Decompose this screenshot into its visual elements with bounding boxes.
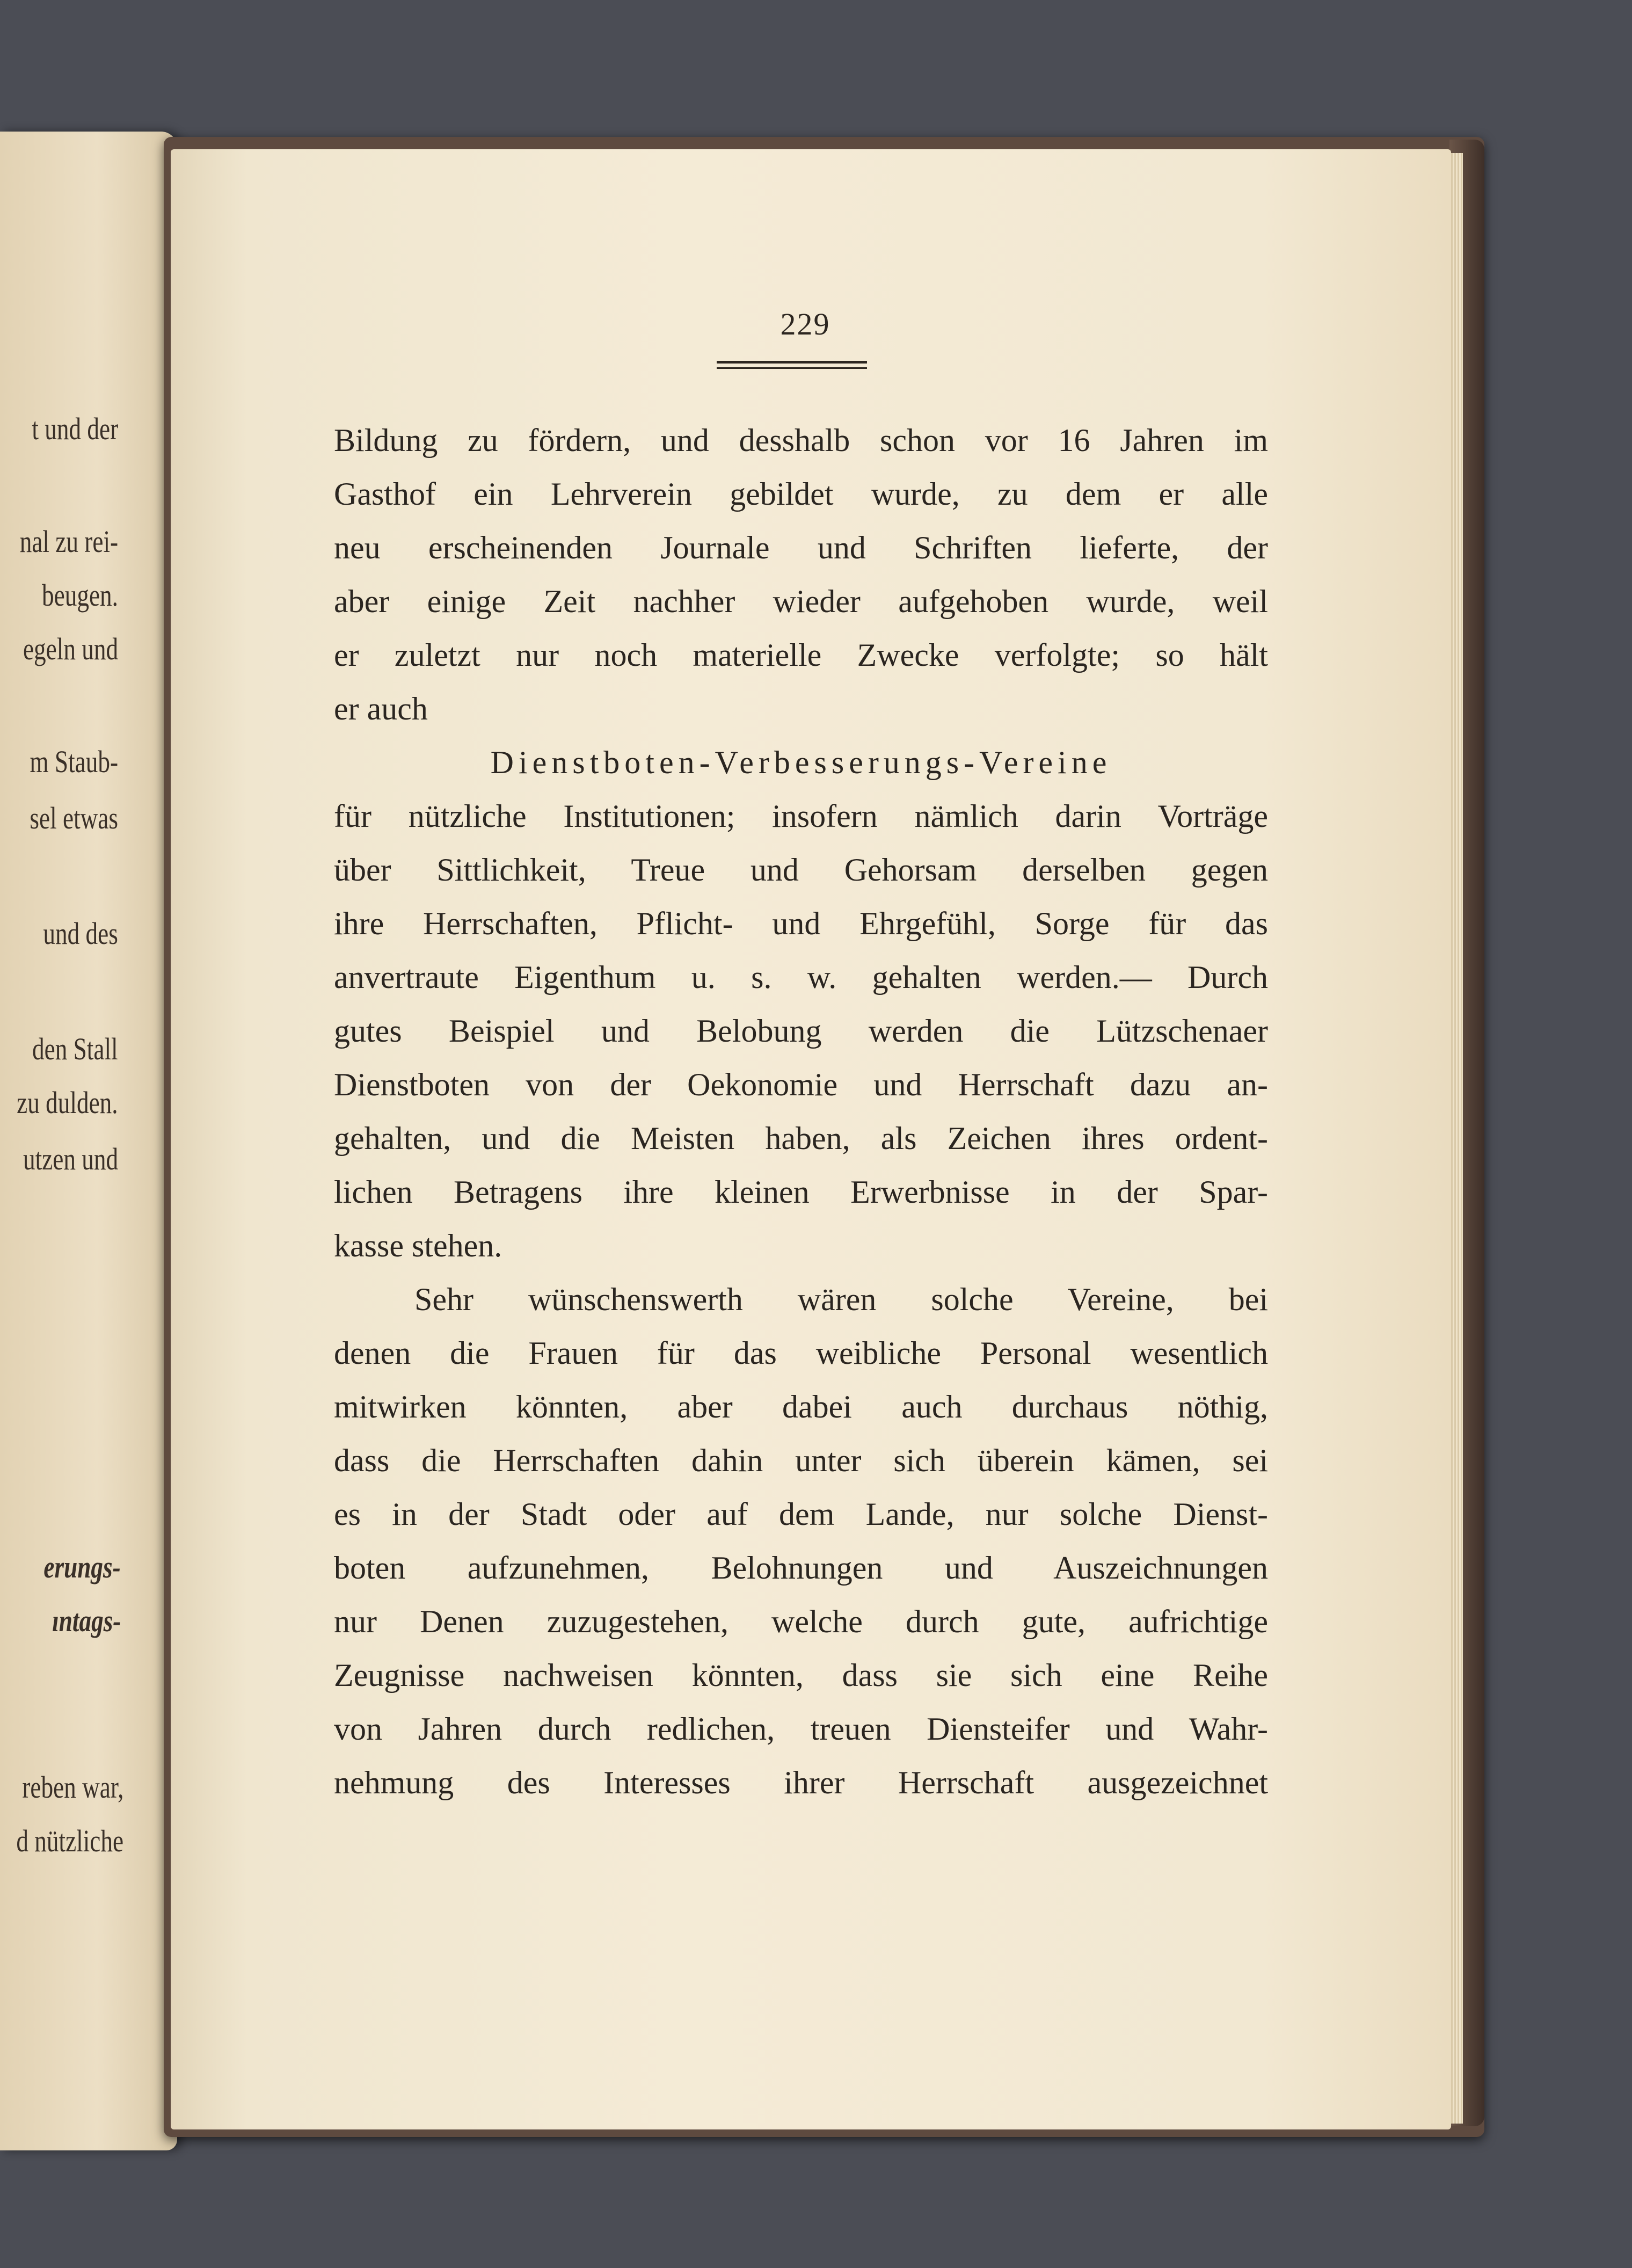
header-rule xyxy=(717,361,867,364)
text-line: nehmung des Interesses ihrer Herrschaft ausgezeichnet xyxy=(334,1765,1268,1800)
left-page-line: und des xyxy=(43,916,118,951)
text-line: es in der Stadt oder auf dem Lande, nur solche Dienst- xyxy=(334,1496,1268,1532)
text-line: von Jahren durch redlichen, treuen Diensteifer und Wahr- xyxy=(334,1711,1268,1747)
text-line: aber einige Zeit nachher wieder aufgehoben wurde, weil xyxy=(334,584,1268,619)
text-line: dass die Herrschaften dahin unter sich überein kämen, sei xyxy=(334,1443,1268,1478)
page-block-edge xyxy=(1451,153,1463,2124)
text-line: boten aufzunehmen, Belohnungen und Auszeichnungen xyxy=(334,1550,1268,1586)
left-page-line: ıntags- xyxy=(52,1603,121,1638)
left-page-line: egeln und xyxy=(23,631,118,666)
text-line: lichen Betragens ihre kleinen Erwerbnisse in der Spar- xyxy=(334,1174,1268,1210)
text-line: über Sittlichkeit, Treue und Gehorsam derselben gegen xyxy=(334,852,1268,888)
left-page-line: nal zu rei- xyxy=(19,524,118,559)
text-line: Gasthof ein Lehrverein gebildet wurde, zu dem er alle xyxy=(334,476,1268,512)
left-page-line: den Stall xyxy=(32,1031,118,1066)
text-line: nur Denen zuzugestehen, welche durch gute, aufrichtige xyxy=(334,1604,1268,1639)
left-page-line: utzen und xyxy=(23,1142,118,1176)
left-page-line: d nützliche xyxy=(16,1823,123,1858)
left-page-line: m Staub- xyxy=(30,744,118,779)
text-line: anvertraute Eigenthum u. s. w. gehalten werden.— Durch xyxy=(334,959,1268,995)
text-line: Sehr wünschenswerth wären solche Vereine, bei xyxy=(414,1282,1268,1317)
text-line: Bildung zu fördern, und desshalb schon vor 16 Jahren im xyxy=(334,423,1268,458)
left-page-line: beugen. xyxy=(42,578,118,613)
text-line: er auch xyxy=(334,691,428,726)
text-line: mitwirken könnten, aber dabei auch durchaus nöthig, xyxy=(334,1389,1268,1424)
text-line: für nützliche Institutionen; insofern nämlich darin Vorträge xyxy=(334,798,1268,834)
left-page-line: zu dulden. xyxy=(17,1085,118,1120)
left-page-line: reben war, xyxy=(21,1770,123,1805)
text-line: gehalten, und die Meisten haben, als Zeichen ihres ordent- xyxy=(334,1121,1268,1156)
section-heading: Dienstboten-Verbesserungs-Vereine xyxy=(490,745,1112,780)
text-line: neu erscheinenden Journale und Schriften lieferte, der xyxy=(334,530,1268,565)
left-page-line: erungs- xyxy=(43,1550,121,1584)
page-number: 229 xyxy=(780,307,830,341)
left-page-line: sel etwas xyxy=(30,801,118,835)
header-rule-thin xyxy=(717,367,867,369)
text-line: Dienstboten von der Oekonomie und Herrschaft dazu an- xyxy=(334,1067,1268,1102)
text-line: ihre Herrschaften, Pflicht- und Ehrgefühl, Sorge für das xyxy=(334,906,1268,941)
text-line: gutes Beispiel und Belobung werden die Lützschenaer xyxy=(334,1013,1268,1049)
text-line: kasse stehen. xyxy=(334,1228,502,1263)
text-line: Zeugnisse nachweisen könnten, dass sie sich eine Reihe xyxy=(334,1658,1268,1693)
text-line: denen die Frauen für das weibliche Personal wesentlich xyxy=(334,1335,1268,1371)
text-line: er zuletzt nur noch materielle Zwecke verfolgte; so hält xyxy=(334,637,1268,673)
left-facing-page xyxy=(0,132,177,2150)
left-page-line: t und der xyxy=(32,411,118,446)
